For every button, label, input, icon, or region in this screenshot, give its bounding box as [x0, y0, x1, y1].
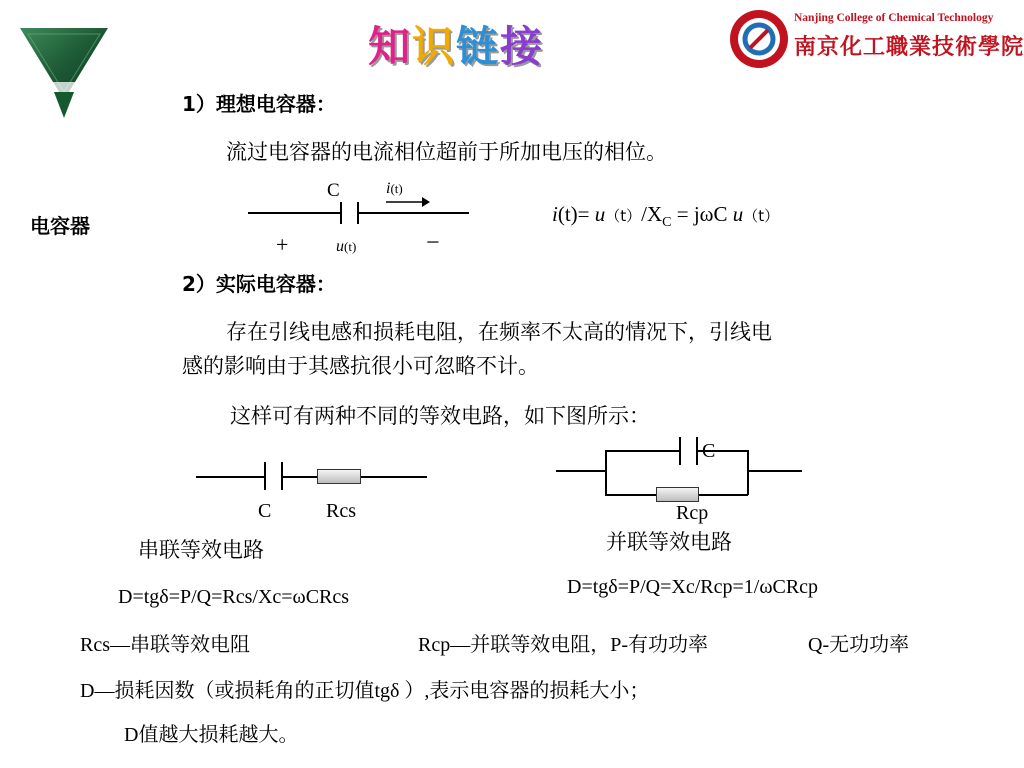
series-c-label: C — [258, 500, 272, 522]
formula-u2: u — [732, 202, 744, 226]
section2-para2: 这样可有两种不同的等效电路，如下图所示： — [230, 404, 650, 428]
side-label: 电容器 — [30, 214, 90, 238]
series-caption: 串联等效电路 — [138, 538, 264, 562]
current-t: (t) — [390, 181, 403, 196]
voltage-symbol: u — [336, 238, 344, 255]
series-wire-mid — [283, 476, 317, 478]
formula-t2: （t） — [743, 207, 780, 225]
parallel-right-vert — [747, 450, 749, 495]
parallel-bottom-left — [605, 494, 656, 496]
parallel-left-vert — [605, 450, 607, 495]
voltage-t: (t) — [344, 239, 357, 254]
formula-i: i — [552, 202, 558, 226]
section2-heading: 2）实际电容器： — [182, 272, 336, 296]
page-title — [368, 14, 544, 74]
note-d2: D值越大损耗越大。 — [124, 724, 299, 746]
school-name-cn: 南京化工職業技術學院 — [794, 35, 1024, 60]
formula-t1: （t） — [605, 207, 642, 225]
current-symbol: i — [386, 180, 391, 197]
ideal-wire-right — [359, 212, 469, 214]
minus-sign: − — [426, 230, 440, 256]
formula-p3: = jωC — [671, 202, 733, 226]
parallel-formula: D=tgδ=P/Q=Xc/Rcp=1/ωCRcp — [567, 576, 819, 598]
series-wire-right — [361, 476, 427, 478]
formula-p1: (t)= — [557, 202, 595, 226]
ideal-formula — [552, 202, 779, 231]
triangle-emblem-icon — [18, 26, 110, 122]
section1-text: 流过电容器的电流相位超前于所加电压的相位。 — [226, 140, 667, 164]
parallel-plate-left — [679, 437, 681, 465]
title-char: 识 — [412, 22, 457, 71]
note-rcp: Rcp—并联等效电阻，P-有功功率 — [418, 634, 708, 656]
school-name-en: Nanjing College of Chemical Technology — [794, 12, 994, 24]
ideal-plate-left — [340, 202, 342, 224]
series-formula: D=tgδ=P/Q=Rcs/Xc=ωCRcs — [118, 586, 350, 608]
formula-sub: C — [662, 215, 672, 231]
note-q: Q-无功功率 — [808, 634, 910, 656]
college-logo-icon — [728, 8, 790, 70]
title-char: 接 — [500, 22, 545, 71]
section2-para1b: 感的影响由于其感抗很小可忽略不计。 — [182, 354, 539, 378]
parallel-wire-out — [747, 470, 802, 472]
parallel-r-label: Rcp — [676, 502, 709, 524]
series-wire-left — [196, 476, 264, 478]
parallel-top-left — [605, 450, 679, 452]
parallel-caption: 并联等效电路 — [606, 530, 732, 554]
series-r-label: Rcs — [326, 500, 356, 522]
title-char: 知 — [368, 22, 413, 71]
ideal-c-label: C — [327, 180, 340, 201]
note-d: D—损耗因数（或损耗角的正切值tgδ ）,表示电容器的损耗大小； — [80, 680, 650, 702]
note-rcs: Rcs—串联等效电阻 — [80, 634, 250, 656]
series-resistor — [317, 469, 361, 484]
formula-u: u — [594, 202, 606, 226]
plus-sign: + — [276, 232, 289, 257]
title-char: 链 — [456, 22, 501, 71]
parallel-wire-in — [556, 470, 606, 472]
series-plate-left — [264, 462, 266, 490]
parallel-resistor — [656, 487, 699, 502]
ideal-wire-left — [248, 212, 340, 214]
parallel-c-label: C — [702, 440, 716, 462]
current-arrow-icon — [386, 196, 430, 208]
section1-heading: 1）理想电容器： — [182, 92, 336, 116]
voltage-label — [336, 238, 356, 256]
formula-p2: /X — [641, 202, 663, 226]
parallel-bottom-right — [699, 494, 748, 496]
section2-para1: 存在引线电感和损耗电阻，在频率不太高的情况下，引线电 — [226, 320, 772, 344]
